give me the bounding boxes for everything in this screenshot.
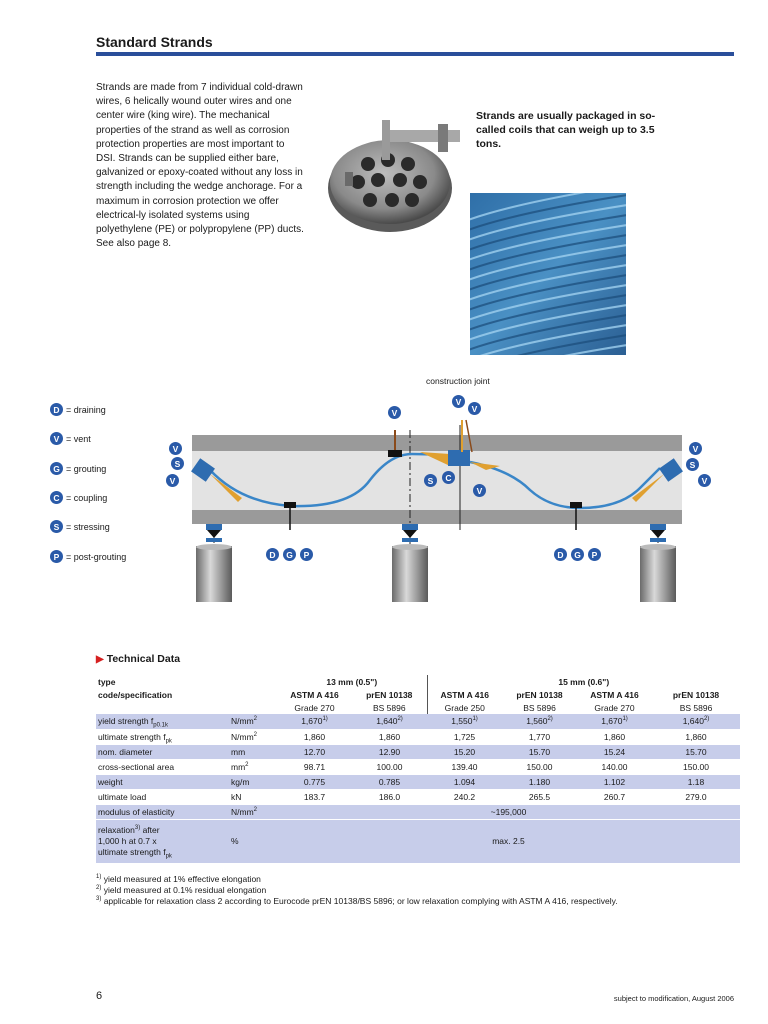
header-row-grades: [96, 701, 740, 714]
grouting-badge: G: [283, 548, 296, 561]
draining-badge: D: [554, 548, 567, 561]
vent-badge: V: [166, 474, 179, 487]
technical-data-title: Technical Data: [106, 653, 181, 665]
row-unit: $mm^2$: [229, 759, 277, 774]
vent-badge: V: [473, 484, 486, 497]
table-row: [96, 744, 740, 759]
page-number: 6: [96, 990, 103, 1002]
pier-left: [196, 546, 232, 602]
table-cell: 1,670$^{1)}$: [577, 714, 652, 729]
legend-item-post-grouting: [50, 550, 126, 563]
table-cell: 15.24: [577, 744, 652, 759]
group-15mm: 15 mm (0.6"): [427, 675, 740, 688]
grade-cell: BS 5896: [679, 702, 713, 713]
footnote: $^{2)}$ yield measured at 0.1% residual elongation: [96, 885, 267, 895]
table-cell: 150.00: [502, 759, 577, 774]
table-cell: 15.20: [427, 744, 502, 759]
table-cell: 15.70: [502, 744, 577, 759]
table-cell: 1.094: [427, 774, 502, 789]
construction-joint-label: construction joint: [426, 376, 490, 386]
post-grouting-badge: P: [300, 548, 313, 561]
table-cell: 1,670$^{1)}$: [277, 714, 352, 729]
spec-label: code/specification: [98, 689, 173, 700]
grade-cell: BS 5896: [523, 702, 556, 713]
red-triangle-icon: ▶: [96, 654, 104, 665]
table-cell: 260.7: [577, 789, 652, 804]
row-unit: $N/mm^2$: [229, 714, 277, 729]
strand-coil-photo: [470, 193, 626, 355]
vent-badge: V: [468, 402, 481, 415]
table-cell: 1,860: [352, 729, 427, 744]
row-unit: kN: [229, 789, 277, 804]
row-unit: kg/m: [229, 774, 277, 789]
draining-badge: D: [266, 548, 279, 561]
coupling-badge: C: [442, 471, 455, 484]
table-cell: 1,770: [502, 729, 577, 744]
legend-label: = post-grouting: [66, 551, 127, 562]
footnote: $^{1)}$ yield measured at 1% effective elongation: [96, 874, 261, 884]
footer-note: subject to modification, August 2006: [613, 994, 734, 1003]
pier-right: [640, 546, 676, 602]
row-unit: $N/mm^2$: [229, 804, 277, 819]
table-cell: 12.70: [277, 744, 352, 759]
legend-label: = vent: [66, 433, 91, 444]
table-cell: 140.00: [577, 759, 652, 774]
row-label: cross-sectional area: [96, 759, 229, 774]
legend-label: = stressing: [66, 521, 110, 532]
row-unit: %: [229, 819, 277, 863]
table-cell: 1,640$^{2)}$: [352, 714, 427, 729]
coupling-badge: C: [50, 491, 63, 504]
table-row: [96, 789, 740, 804]
legend-label: = coupling: [66, 492, 108, 503]
legend-item-stressing: [50, 520, 110, 533]
coil-caption: Strands are usually packaged in so-called coils that can weigh up to 3.5 tons.: [476, 110, 656, 150]
spec-cell: prEN 10138: [516, 689, 563, 700]
table-cell: 1,860: [652, 729, 740, 744]
table-row: [96, 804, 740, 819]
stressing-badge: S: [686, 458, 699, 471]
table-row: [96, 774, 740, 789]
spec-cell: prEN 10138: [366, 689, 413, 700]
table-cell: 1,640$^{2)}$: [652, 714, 740, 729]
type-label: type: [98, 676, 116, 687]
table-cell: 186.0: [352, 789, 427, 804]
table-cell: 12.90: [352, 744, 427, 759]
stressing-badge: S: [424, 474, 437, 487]
draining-badge: D: [50, 403, 63, 416]
table-cell: max. 2.5: [277, 819, 740, 863]
vent-badge: V: [169, 442, 182, 455]
technical-data-heading: [96, 653, 180, 665]
technical-data-table: [96, 675, 740, 864]
stressing-badge: S: [50, 520, 63, 533]
table-cell: 0.775: [277, 774, 352, 789]
beam-bottom-slab: [192, 510, 682, 524]
row-label: ultimate strength $f_{pk}$: [96, 729, 229, 744]
legend-item-vent: [50, 432, 91, 445]
table-cell: 1.102: [577, 774, 652, 789]
table-cell: 1,725: [427, 729, 502, 744]
legend-item-coupling: [50, 491, 107, 504]
table-cell: 279.0: [652, 789, 740, 804]
legend-item-draining: [50, 403, 106, 416]
intro-paragraph: Strands are made from 7 individual cold-drawn wires, 6 helically wound outer wires and one center wire (king wire). The mechanical properties of the strand as well as corrosion protection properties are most important to DSI. Strands can be supplied either bare, galvanized or epoxy-coated without any loss in strength including the wedge anchorage. For a maximum in corrosion protection we offer electrical-ly isolated systems using polyethylene (PE) or polypropylene (PP) ducts. See also page 8.: [96, 82, 304, 250]
table-cell: 1,550$^{1)}$: [427, 714, 502, 729]
vent-badge: V: [698, 474, 711, 487]
table-cell: 150.00: [652, 759, 740, 774]
table-cell: 15.70: [652, 744, 740, 759]
grade-cell: Grade 270: [594, 702, 635, 713]
table-cell: 98.71: [277, 759, 352, 774]
vent-badge: V: [689, 442, 702, 455]
post-grouting-badge: P: [50, 550, 63, 563]
page-title: Standard Strands: [96, 34, 213, 50]
legend-label: = draining: [66, 404, 106, 415]
footnote: $^{3)}$ applicable for relaxation class 2 according to Eurocode prEN 10138/BS 5896; or low relaxation complying with ASTM A 416, respectively.: [96, 896, 618, 906]
footnotes: [96, 874, 618, 907]
pier-middle: [392, 546, 428, 602]
table-cell: 100.00: [352, 759, 427, 774]
header-row-specs: [96, 688, 740, 701]
table-cell: 265.5: [502, 789, 577, 804]
row-unit: $N/mm^2$: [229, 729, 277, 744]
grouting-badge: G: [50, 462, 63, 475]
legend-item-grouting: [50, 462, 106, 475]
table-cell: 1,860: [577, 729, 652, 744]
vent-badge: V: [452, 395, 465, 408]
post-grouting-badge: P: [588, 548, 601, 561]
table-row: [96, 759, 740, 774]
table-row: [96, 714, 740, 729]
table-cell: 1.18: [652, 774, 740, 789]
grade-cell: Grade 250: [427, 701, 502, 714]
legend-label: = grouting: [66, 463, 107, 474]
spec-cell: ASTM A 416: [290, 689, 339, 700]
table-cell: 0.785: [352, 774, 427, 789]
table-row: [96, 819, 740, 863]
row-label: ultimate load: [96, 789, 229, 804]
stressing-badge: S: [171, 457, 184, 470]
spec-cell: ASTM A 416: [427, 688, 502, 701]
table-cell: 1,560$^{2)}$: [502, 714, 577, 729]
spec-cell: prEN 10138: [672, 689, 720, 700]
table-cell: 139.40: [427, 759, 502, 774]
row-label: weight: [96, 774, 229, 789]
row-label: relaxation$^{3)}$ after 1,000 h at 0.7 x ultimate strength $f_{pk}$: [96, 819, 229, 863]
table-cell: 1,860: [277, 729, 352, 744]
row-unit: mm: [229, 744, 277, 759]
group-13mm: 13 mm (0.5"): [326, 676, 378, 687]
table-cell: 1.180: [502, 774, 577, 789]
title-rule: [96, 52, 734, 56]
row-label: yield strength $f_{p0.1k}$: [96, 714, 229, 729]
tendon-layout-diagram: [150, 370, 740, 610]
anchor-head-photo: [320, 120, 470, 235]
table-cell: 183.7: [277, 789, 352, 804]
vent-badge: V: [388, 406, 401, 419]
grouting-badge: G: [571, 548, 584, 561]
table-cell: ~195,000: [277, 804, 740, 819]
tendon-diagram-svg: [150, 370, 740, 610]
spec-cell: ASTM A 416: [590, 689, 639, 700]
vent-badge: V: [50, 432, 63, 445]
row-label: nom. diameter: [96, 744, 229, 759]
beam-top-slab: [192, 435, 682, 451]
row-label: modulus of elasticity: [96, 804, 229, 819]
grade-cell: BS 5896: [372, 702, 406, 713]
table-cell: 240.2: [427, 789, 502, 804]
table-row: [96, 729, 740, 744]
grade-cell: Grade 270: [294, 702, 335, 713]
header-row-groups: [96, 675, 740, 688]
